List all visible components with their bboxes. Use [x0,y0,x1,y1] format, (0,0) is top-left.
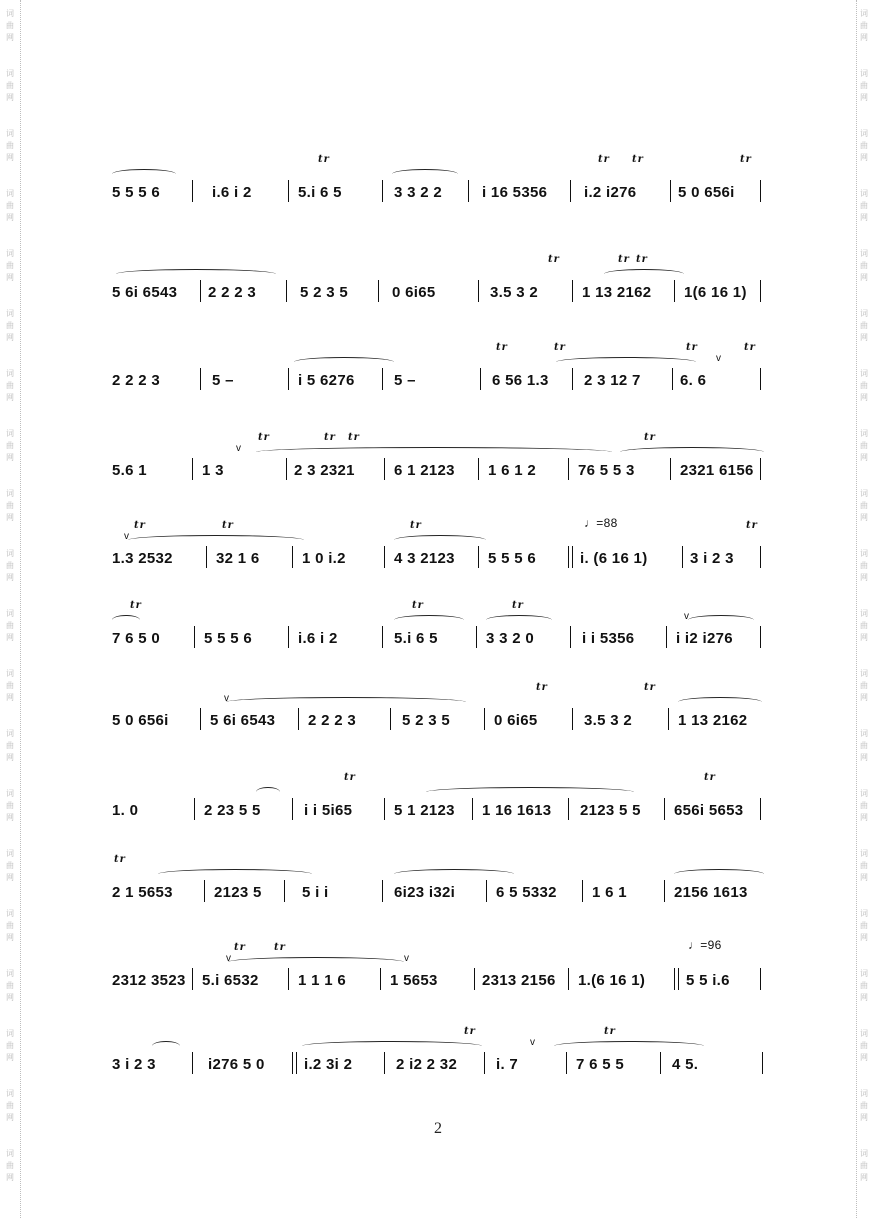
watermark: 词 曲 网 [6,609,14,642]
breath-mark: v [530,1037,536,1048]
measure: 5.i 6 5 [298,184,342,201]
slur-mark [620,447,764,457]
trill-mark: tr [114,854,126,865]
bar-line [390,708,391,730]
measure: 2 2 2 3 [308,712,356,729]
score-line [108,432,768,480]
measure: 3.5 3 2 [584,712,632,729]
breath-mark: v [124,531,130,542]
bar-line [682,546,683,568]
bar-line [478,458,479,480]
measure: 7 6 5 5 [576,1056,624,1073]
trill-mark: tr [512,600,524,611]
double-bar-line [568,546,573,568]
slur-mark [158,869,312,879]
double-bar-line [292,1052,297,1074]
watermark: 词 曲 网 [860,1149,868,1182]
measure: i 5 6276 [298,372,355,389]
bar-line [292,546,293,568]
slur-mark [394,615,464,625]
bar-line [760,546,761,568]
bar-line [378,280,379,302]
bar-line [384,798,385,820]
measure: 3 i 2 3 [690,550,734,567]
score-line [108,254,768,302]
bar-line [572,708,573,730]
slur-mark [256,447,612,457]
trill-mark: tr [604,1026,616,1037]
slur-mark [112,169,176,179]
measure: 1.3 2532 [112,550,173,567]
tempo-mark: ♩=96 [688,938,722,952]
breath-mark: v [404,953,410,964]
bar-line [760,626,761,648]
bar-line [664,798,665,820]
measure: 2 i2 2 32 [396,1056,458,1073]
bar-line [760,180,761,202]
measure: 5 0 656i [112,712,169,729]
bar-line [476,626,477,648]
measure: 5 5 5 6 [204,630,252,647]
bar-line [192,968,193,990]
watermark: 词 曲 网 [860,1029,868,1062]
bar-line [760,798,761,820]
score-line [108,154,768,202]
watermark: 词 曲 网 [860,1089,868,1122]
bar-line [666,626,667,648]
measure: 76 5 5 3 [578,462,635,479]
bar-line [298,708,299,730]
trill-mark: tr [234,942,246,953]
measure: 1 1 1 6 [298,972,346,989]
measure: 3.5 3 2 [490,284,538,301]
slur-mark [228,957,404,967]
bar-line [760,458,761,480]
trill-mark: tr [318,154,330,165]
bar-line [670,180,671,202]
slur-mark [426,787,634,797]
page-number: 2 [434,1120,442,1137]
measure: 5 6i 6543 [210,712,276,729]
measure: 2123 5 [214,884,262,901]
slur-mark [152,1041,180,1051]
watermark: 词 曲 网 [860,249,868,282]
measure: 6 1 2123 [394,462,455,479]
slur-mark [674,869,764,879]
bar-line [570,180,571,202]
measure: 7 6 5 0 [112,630,160,647]
bar-line [568,968,569,990]
measure: 5 – [394,372,416,389]
measure: 2 1 5653 [112,884,173,901]
watermark: 词 曲 网 [860,609,868,642]
measure: 5 i i [302,884,329,901]
slur-mark [116,269,276,279]
watermark: 词 曲 网 [6,309,14,342]
bar-line [566,1052,567,1074]
score-line [108,938,768,990]
measure: 2313 2156 [482,972,556,989]
bar-line [484,708,485,730]
trill-mark: tr [130,600,142,611]
measure: 2 3 2321 [294,462,355,479]
watermark: 词 曲 网 [6,69,14,102]
measure: 2321 6156 [680,462,754,479]
bar-line [672,368,673,390]
bar-line [288,180,289,202]
slur-mark [112,615,140,625]
bar-line [292,798,293,820]
measure: i 16 5356 [482,184,548,201]
watermark: 词 曲 网 [6,249,14,282]
watermark: 词 曲 网 [6,429,14,462]
trill-mark: tr [746,520,758,531]
bar-line [660,1052,661,1074]
bar-line [572,280,573,302]
measure: 5 5 5 6 [488,550,536,567]
trill-mark: tr [636,254,648,265]
measure: i.6 i 2 [298,630,338,647]
bar-line [486,880,487,902]
breath-mark: v [226,953,232,964]
measure: i.6 i 2 [212,184,252,201]
measure: 3 3 2 0 [486,630,534,647]
bar-line [284,880,285,902]
bar-line [670,458,671,480]
measure: 5 6i 6543 [112,284,178,301]
trill-mark: tr [704,772,716,783]
trill-mark: tr [496,342,508,353]
trill-mark: tr [464,1026,476,1037]
trill-mark: tr [344,772,356,783]
measure: 1 0 i.2 [302,550,346,567]
measure: 5.i 6532 [202,972,259,989]
bar-line [468,180,469,202]
watermark: 词 曲 网 [860,669,868,702]
bar-line [570,626,571,648]
bar-line [472,798,473,820]
right-margin [854,0,876,1218]
bar-line [760,280,761,302]
measure: 5 2 3 5 [402,712,450,729]
measure: 2123 5 5 [580,802,641,819]
watermark: 词 曲 网 [6,489,14,522]
watermark: 词 曲 网 [860,9,868,42]
bar-line [206,546,207,568]
measure: 5.i 6 5 [394,630,438,647]
bar-line [204,880,205,902]
bar-line [474,968,475,990]
measure: 1 13 2162 [582,284,652,301]
measure: 1 5653 [390,972,438,989]
trill-mark: tr [324,432,336,443]
watermark: 词 曲 网 [6,1029,14,1062]
bar-line [568,798,569,820]
measure: 5 – [212,372,234,389]
measure: 5.6 1 [112,462,147,479]
watermark: 词 曲 网 [6,549,14,582]
bar-line [760,968,761,990]
slur-mark [554,1041,704,1051]
breath-mark: v [716,353,722,364]
measure: 0 6i65 [392,284,436,301]
watermark: 词 曲 网 [6,189,14,222]
watermark: 词 曲 网 [860,489,868,522]
score-line [108,600,768,648]
measure: 2 2 2 3 [208,284,256,301]
watermark: 词 曲 网 [860,429,868,462]
bar-line [200,280,201,302]
trill-mark: tr [632,154,644,165]
measure: 5 2 3 5 [300,284,348,301]
bar-line [192,180,193,202]
measure: 5 5 i.6 [686,972,730,989]
measure: 1 6 1 [592,884,627,901]
trill-mark: tr [554,342,566,353]
trill-mark: tr [222,520,234,531]
bar-line [384,458,385,480]
bar-line [382,626,383,648]
double-bar-line [674,968,679,990]
watermark: 词 曲 网 [6,1149,14,1182]
bar-line [200,368,201,390]
watermark: 词 曲 网 [860,849,868,882]
breath-mark: v [684,611,690,622]
measure: 3 3 2 2 [394,184,442,201]
score-line [108,1026,768,1074]
bar-line [382,880,383,902]
breath-mark: v [224,693,230,704]
measure: 2 23 5 5 [204,802,261,819]
slur-mark [256,787,280,797]
watermark: 词 曲 网 [6,789,14,822]
bar-line [194,626,195,648]
watermark: 词 曲 网 [860,309,868,342]
measure: 1 13 2162 [678,712,748,729]
slur-mark [688,615,754,625]
measure: 6 5 5332 [496,884,557,901]
slur-mark [302,1041,482,1051]
trill-mark: tr [744,342,756,353]
measure: 2156 1613 [674,884,748,901]
bar-line [484,1052,485,1074]
watermark: 词 曲 网 [860,129,868,162]
watermark: 词 曲 网 [6,909,14,942]
bar-line [380,968,381,990]
trill-mark: tr [258,432,270,443]
bar-line [478,546,479,568]
trill-mark: tr [598,154,610,165]
bar-line [192,1052,193,1074]
measure: i. 7 [496,1056,519,1073]
measure: 6 56 1.3 [492,372,549,389]
score-line [108,854,768,902]
watermark: 词 曲 网 [860,909,868,942]
slur-mark [294,357,394,367]
bar-line [286,458,287,480]
slur-mark [604,269,684,279]
measure: 2312 3523 [112,972,186,989]
measure: 3 i 2 3 [112,1056,156,1073]
watermark: 词 曲 网 [860,549,868,582]
bar-line [192,458,193,480]
bar-line [582,880,583,902]
watermark: 词 曲 网 [6,969,14,1002]
measure: 2 3 12 7 [584,372,641,389]
score-line [108,772,768,820]
slur-mark [392,169,458,179]
score-line [108,342,768,390]
bar-line [760,368,761,390]
measure: 5 1 2123 [394,802,455,819]
bar-line [288,626,289,648]
trill-mark: tr [274,942,286,953]
measure: 4 3 2123 [394,550,455,567]
measure: 5 5 5 6 [112,184,160,201]
watermark: 词 曲 网 [860,789,868,822]
trill-mark: tr [644,432,656,443]
measure: i i2 i276 [676,630,733,647]
watermark: 词 曲 网 [6,669,14,702]
bar-line [664,880,665,902]
watermark: 词 曲 网 [6,129,14,162]
bar-line [762,1052,763,1074]
measure: 1 3 [202,462,224,479]
trill-mark: tr [618,254,630,265]
trill-mark: tr [134,520,146,531]
watermark: 词 曲 网 [6,1089,14,1122]
trill-mark: tr [348,432,360,443]
slur-mark [556,357,696,367]
watermark: 词 曲 网 [6,369,14,402]
bar-line [480,368,481,390]
measure: 1. 0 [112,802,139,819]
watermark: 词 曲 网 [860,189,868,222]
bar-line [384,546,385,568]
trill-mark: tr [412,600,424,611]
breath-mark: v [236,443,242,454]
measure: 1 6 1 2 [488,462,536,479]
watermark: 词 曲 网 [6,849,14,882]
margin-guide-line [20,0,21,1218]
trill-mark: tr [410,520,422,531]
bar-line [194,798,195,820]
measure: 0 6i65 [494,712,538,729]
bar-line [572,368,573,390]
measure: 2 2 2 3 [112,372,160,389]
bar-line [286,280,287,302]
watermark: 词 曲 网 [6,9,14,42]
measure: 4 5. [672,1056,699,1073]
measure: 1.(6 16 1) [578,972,646,989]
slur-mark [394,869,514,879]
watermark: 词 曲 网 [860,369,868,402]
tempo-mark: ♩=88 [584,516,618,530]
watermark: 词 曲 网 [860,729,868,762]
bar-line [382,180,383,202]
bar-line [668,708,669,730]
measure: i. (6 16 1) [580,550,648,567]
measure: 6. 6 [680,372,707,389]
trill-mark: tr [740,154,752,165]
measure: 32 1 6 [216,550,260,567]
score-line [108,682,768,730]
bar-line [288,368,289,390]
watermark: 词 曲 网 [860,69,868,102]
trill-mark: tr [536,682,548,693]
slur-mark [128,535,304,545]
watermark: 词 曲 网 [860,969,868,1002]
trill-mark: tr [686,342,698,353]
measure: 1(6 16 1) [684,284,747,301]
bar-line [478,280,479,302]
slur-mark [226,697,466,707]
measure: 656i 5653 [674,802,744,819]
trill-mark: tr [644,682,656,693]
measure: i276 5 0 [208,1056,265,1073]
watermark: 词 曲 网 [6,729,14,762]
score-line [108,516,768,568]
bar-line [288,968,289,990]
slur-mark [394,535,486,545]
bar-line [384,1052,385,1074]
bar-line [568,458,569,480]
bar-line [382,368,383,390]
bar-line [674,280,675,302]
left-margin [0,0,22,1218]
trill-mark: tr [548,254,560,265]
measure: i i 5i65 [304,802,353,819]
bar-line [200,708,201,730]
measure: i.2 3i 2 [304,1056,353,1073]
measure: 1 16 1613 [482,802,552,819]
measure: i.2 i276 [584,184,637,201]
measure: 6i23 i32i [394,884,456,901]
measure: i i 5356 [582,630,635,647]
slur-mark [486,615,552,625]
slur-mark [678,697,762,707]
measure: 5 0 656i [678,184,735,201]
